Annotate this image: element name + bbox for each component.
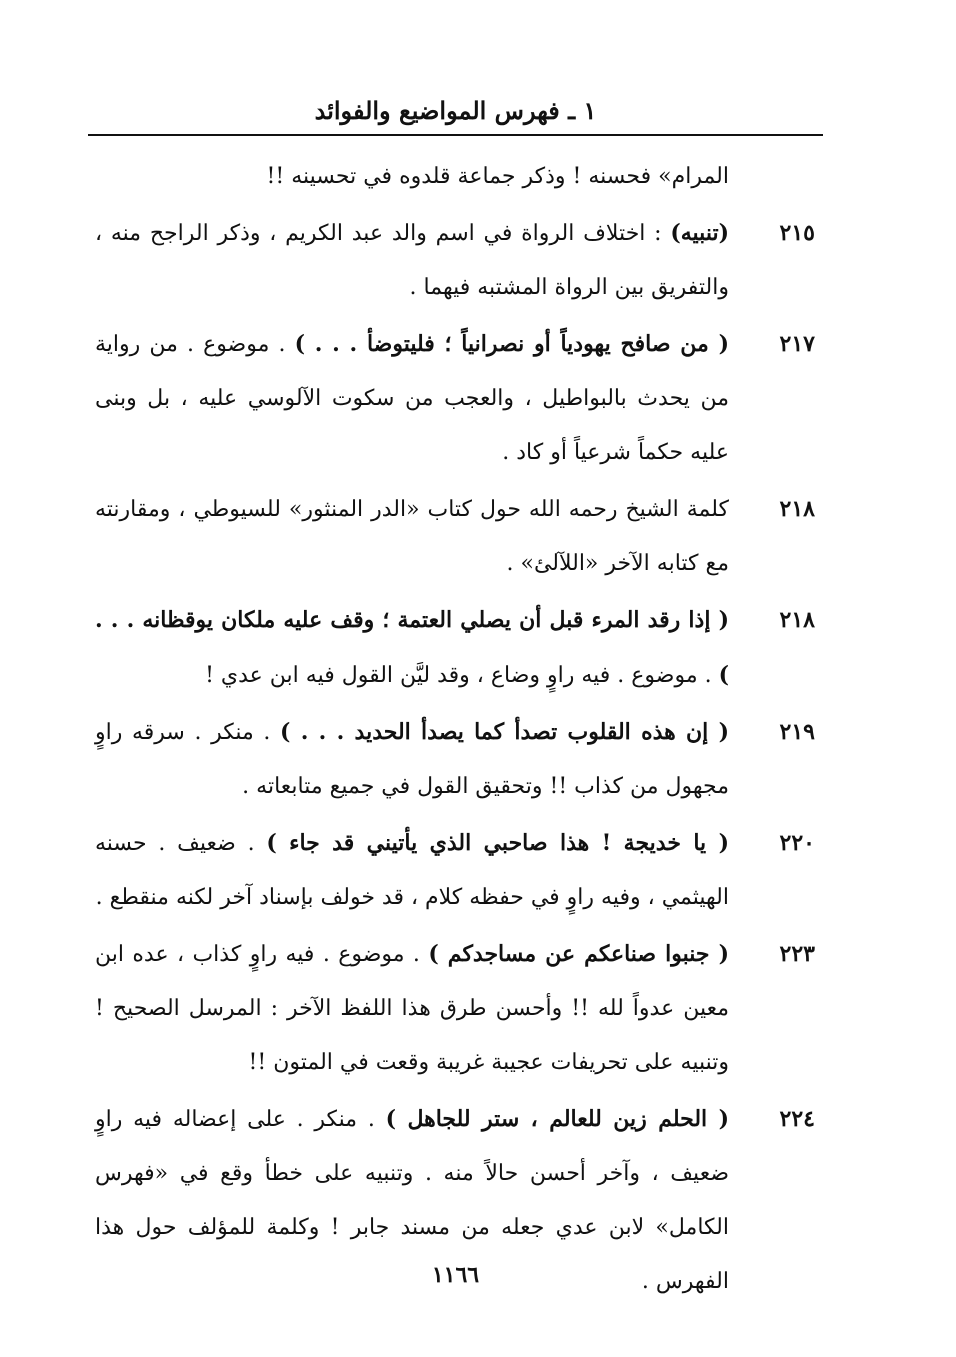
entry-number: ٢١٧ xyxy=(779,331,815,357)
page-number: ١١٦٦ xyxy=(431,1262,480,1288)
header-divider xyxy=(88,134,823,136)
entry-number: ٢٢٣ xyxy=(779,941,815,967)
entry-lead: ( يا خديجة ! هذا صاحبي الذي يأتيني قد جاء ) xyxy=(266,830,729,856)
entry-number: ٢١٨ xyxy=(779,496,815,522)
index-entry xyxy=(95,705,815,814)
entry-number: ٢١٨ xyxy=(779,607,815,633)
entry-text xyxy=(95,927,729,1090)
entry-description: . ضعيف . حسنه الهيثمي ، وفيه راوٍ في حفظه كلام ، قد خولف بإسناد آخر لكنه منقطع . xyxy=(95,831,729,910)
entry-description: : اختلاف الرواة في اسم والد عبد الكريم ، وذكر الراجح منه ، والتفريق بين الرواة المشتبه فيهما . xyxy=(95,221,729,300)
entry-lead: ( الحلم زين للعالم ، ستر للجاهل ) xyxy=(385,1106,729,1132)
entry-number: ٢١٩ xyxy=(779,719,815,745)
entry-text xyxy=(95,206,729,315)
entry-description: . موضوع . فيه راوٍ كذاب ، عده ابن معين عدواً لله !! وأحسن طرق هذا اللفظ الآخر : المرسل الصحيح ! وتنبيه على تحريفات عجيبة غريبة وقعت في المتون !! xyxy=(95,942,729,1075)
continuation-text: المرام» فحسنه ! وذكر جماعة قلدوه في تحسينه !! xyxy=(266,164,729,189)
continuation-entry xyxy=(95,150,815,204)
index-entry xyxy=(95,206,815,315)
entry-text xyxy=(95,593,729,703)
entry-text xyxy=(95,317,729,480)
entry-description: . منكر . على إعضاله فيه راوٍ ضعيف ، وآخر أحسن حالاً منه . وتنبيه على خطأ وقع في «فهرس الكامل» لابن عدي جعله من مسند جابر ! وكلمة للمؤلف حول هذا الفهرس . xyxy=(95,1107,729,1294)
page-header: ١ ـ فهرس المواضيع والفوائد xyxy=(314,96,597,125)
index-entry xyxy=(95,317,815,480)
entry-description: . موضوع . من رواية من يحدث بالبواطيل ، والعجب من سكوت الآلوسي عليه ، بل وبنى عليه حكماً شرعياً أو كاد . xyxy=(95,332,729,465)
entry-text xyxy=(95,482,729,591)
entry-number: ٢٢٠ xyxy=(779,830,815,856)
entry-number: ٢٢٤ xyxy=(779,1106,815,1132)
entry-lead: (تنبيه) xyxy=(670,220,729,246)
index-entry xyxy=(95,927,815,1090)
entry-lead: ( إن هذه القلوب تصدأ كما يصدأ الحديد . . . ) xyxy=(280,719,729,745)
entry-text xyxy=(95,705,729,814)
entry-lead: ( من صافح يهودياً أو نصرانياً ؛ فليتوضأ . . . ) xyxy=(294,331,729,357)
entry-number: ٢١٥ xyxy=(779,220,815,246)
entry-lead: ( جنبوا صناعكم عن مساجدكم ) xyxy=(428,941,730,967)
index-entry xyxy=(95,593,815,703)
index-entry xyxy=(95,482,815,591)
entry-description: . موضوع . فيه راوٍ وضاع ، وقد ليَّن القول فيه ابن عدي ! xyxy=(205,663,719,688)
entry-lead: ( إذا رقد المرء قبل أن يصلي العتمة ؛ وقف عليه ملكان يوقظانه . . . ) xyxy=(95,607,729,688)
entry-text xyxy=(95,816,729,925)
index-entry xyxy=(95,816,815,925)
index-content xyxy=(95,150,815,1311)
entry-description: كلمة الشيخ رحمه الله حول كتاب «الدر المنثور» للسيوطي ، ومقارنته مع كتابه الآخر «اللآلئ» . xyxy=(95,497,729,576)
entry-description: . منكر . سرقه راوٍ مجهول من كذاب !! وتحقيق القول في جميع متابعاته . xyxy=(95,720,729,799)
